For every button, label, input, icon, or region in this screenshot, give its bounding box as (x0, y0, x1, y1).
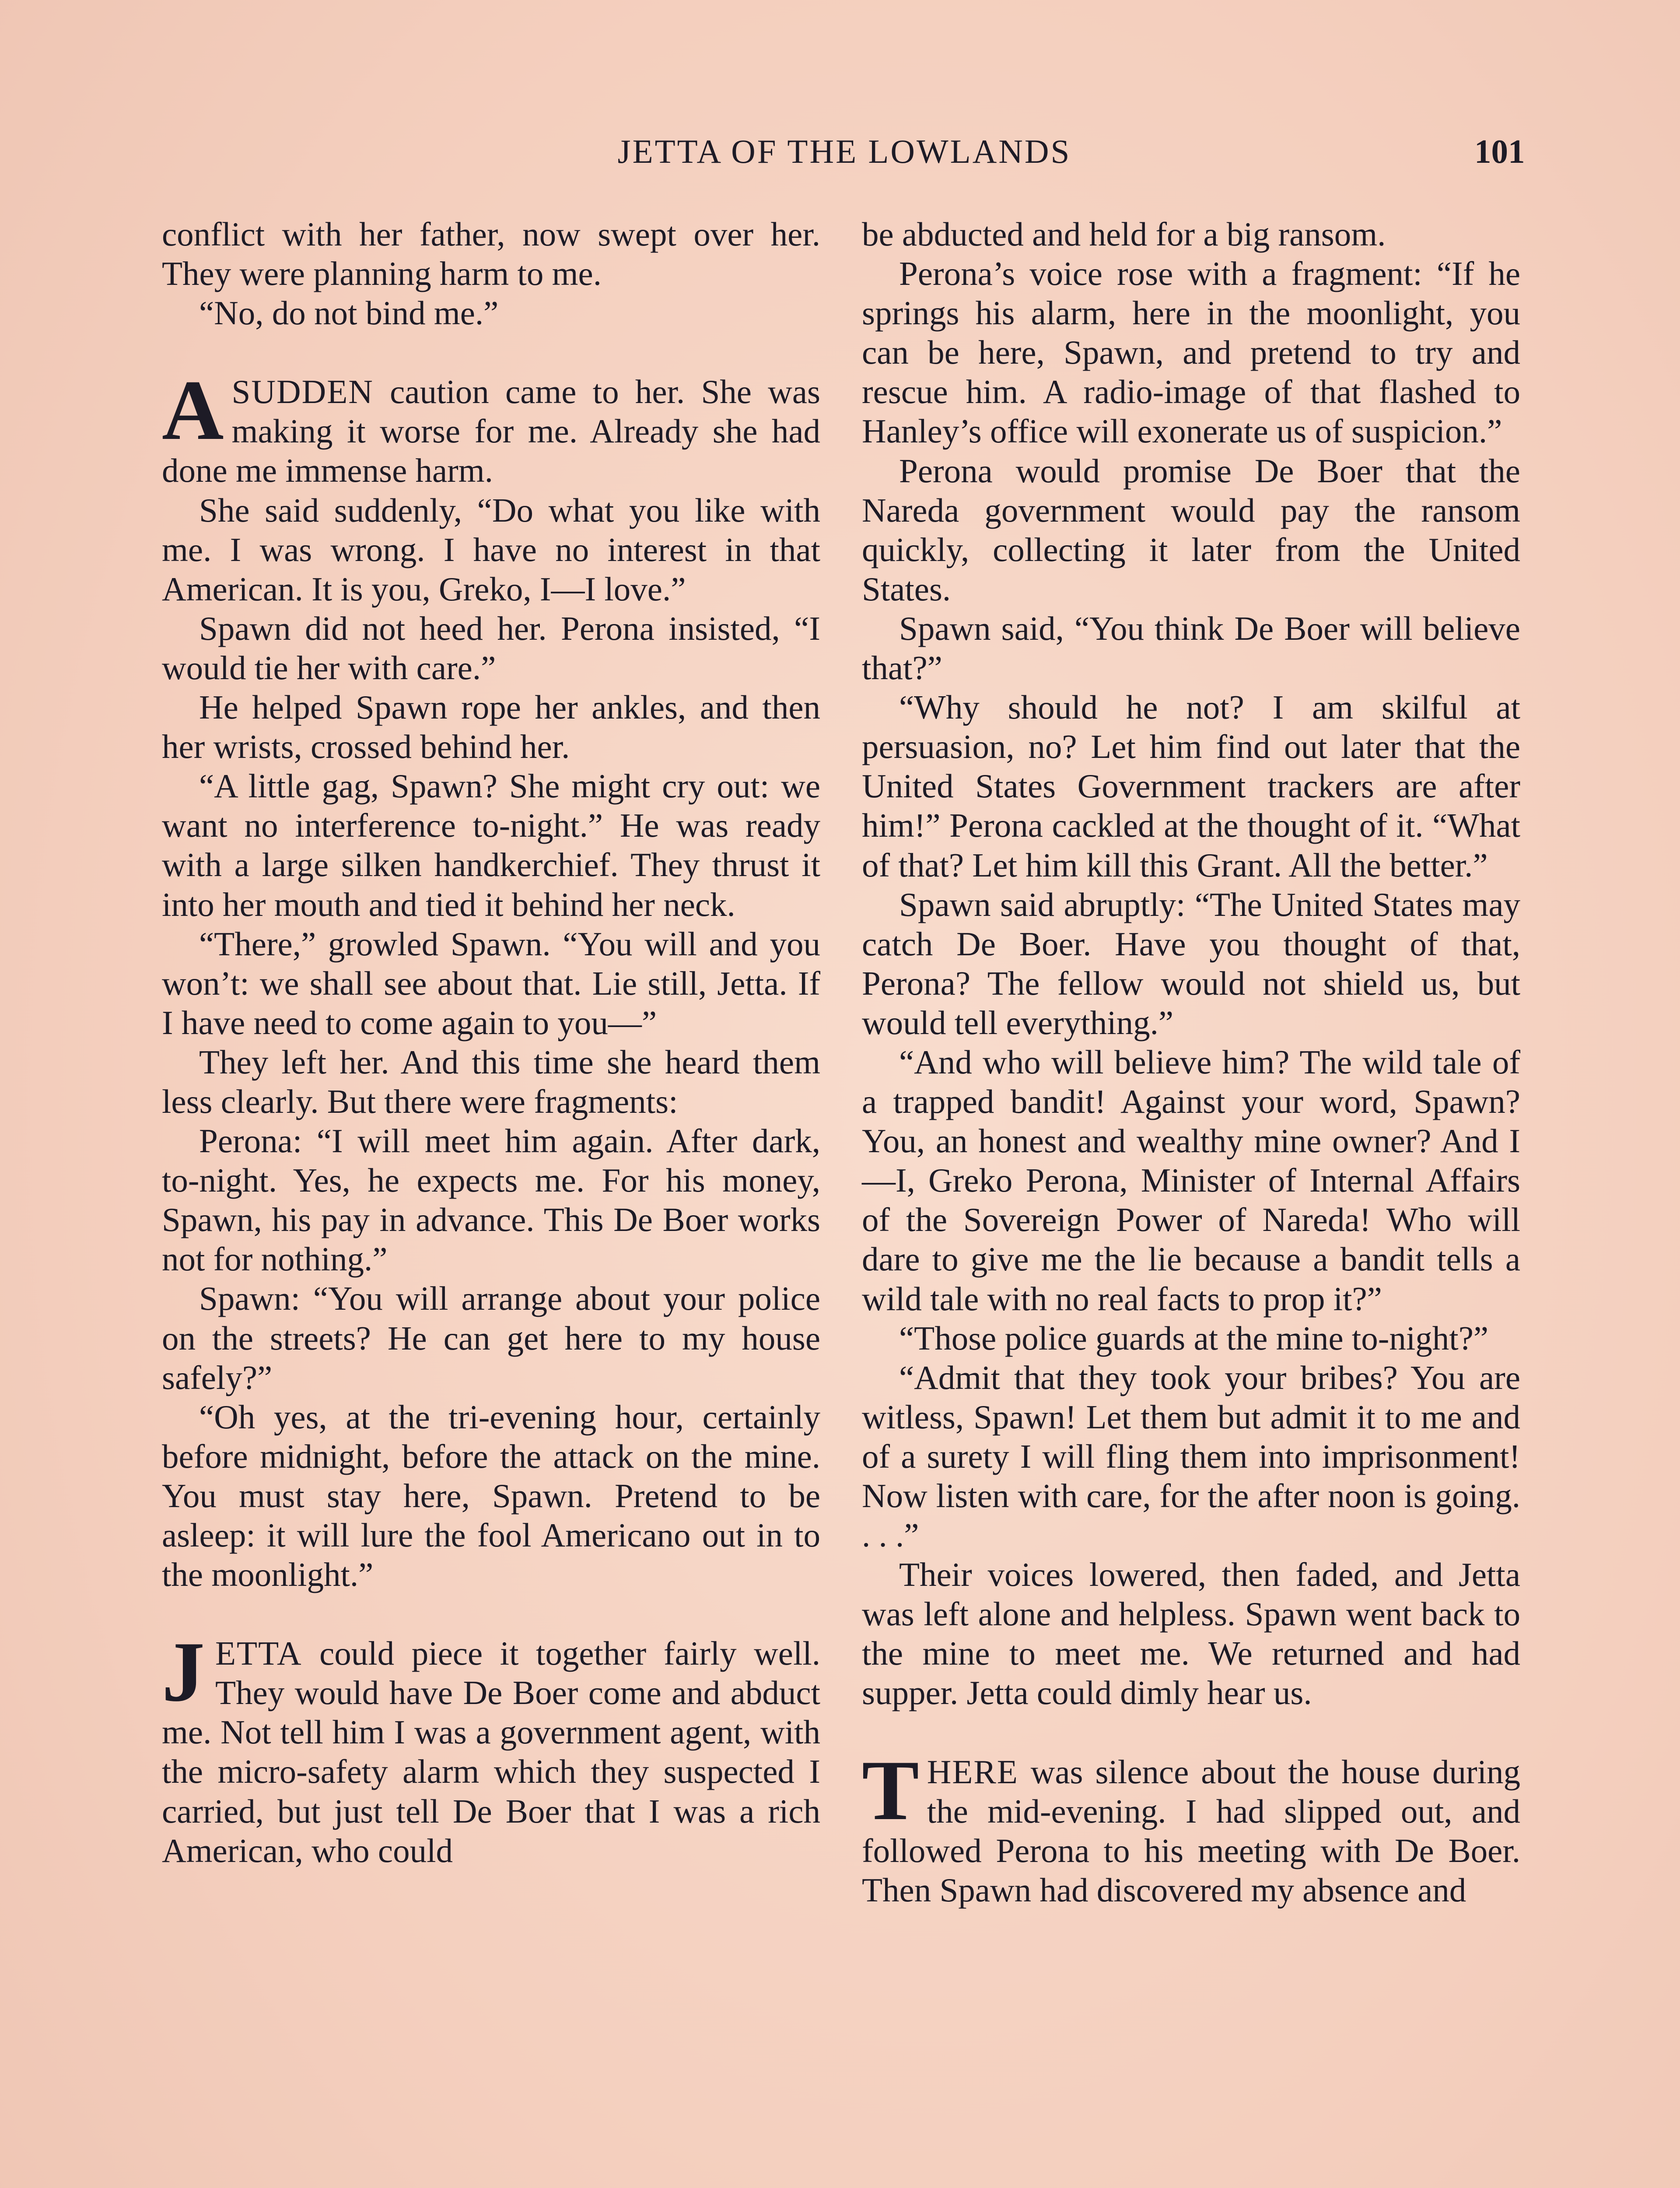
paragraph-text: could piece it together fairly well. They would have De Boer come and abduct me. Not tell him I was a government agent, with the micro-safety alarm which they suspected I carried, but just tell De Boer that I was a rich American, who could (162, 1634, 820, 1869)
paragraph: “Admit that they took your bribes? You are witless, Spawn! Let them but admit it to me and of a surety I will fling them into imprisonment! Now listen with care, for the after noon is going. . . .” (862, 1358, 1520, 1554)
small-caps-lead: ETTA (215, 1634, 302, 1673)
paragraph: “A little gag, Spawn? She might cry out: we want no interference to-night.” He was ready with a large silken handkerchief. They thrust it into her mouth and tied it behind her neck. (162, 767, 820, 923)
paragraph: Perona: “I will meet him again. After dark, to-night. Yes, he expects me. For his money, Spawn, his pay in advance. This De Boer works not for nothing.” (162, 1122, 820, 1278)
section-paragraph (862, 1743, 1520, 1910)
drop-cap: T (862, 1743, 919, 1838)
paragraph-text: was silence about the house during the mid-evening. I had slipped out, and followed Perona to his meeting with De Boer. Then Spawn had discovered my absence and (862, 1753, 1520, 1909)
right-column (862, 214, 1520, 1910)
paragraph: Perona would promise De Boer that the Nareda government would pay the ransom quickly, collecting it later from the United States. (862, 452, 1520, 608)
drop-cap: J (162, 1624, 205, 1720)
paragraph: “Why should he not? I am skilful at persuasion, no? Let him find out later that the United States Government trackers are after him!” Perona cackled at the thought of it. “What of that? Let him kill this Grant. All the better.” (862, 688, 1520, 884)
paragraph: Spawn did not heed her. Perona insisted, “I would tie her with care.” (162, 609, 820, 687)
paragraph: He helped Spawn rope her ankles, and then her wrists, crossed behind her. (162, 688, 820, 766)
small-caps-lead: SUDDEN (231, 373, 374, 411)
paragraph: Spawn said, “You think De Boer will believe that?” (862, 609, 1520, 687)
paragraph: She said suddenly, “Do what you like with me. I was wrong. I have no interest in that American. It is you, Greko, I—I love.” (162, 491, 820, 608)
section-paragraph (162, 1624, 820, 1870)
running-title: JETTA OF THE LOWLANDS (617, 133, 1071, 170)
paragraph: Spawn: “You will arrange about your police on the streets? He can get here to my house safely?” (162, 1280, 820, 1396)
paragraph: Spawn said abruptly: “The United States may catch De Boer. Have you thought of that, Perona? The fellow would not shield us, but would tell everything.” (862, 885, 1520, 1041)
paragraph: conflict with her father, now swept over her. They were planning harm to me. (162, 215, 820, 293)
section-paragraph (162, 363, 820, 490)
drop-cap: A (162, 363, 224, 458)
left-column (162, 214, 820, 1870)
paragraph: “No, do not bind me.” (199, 294, 499, 332)
paragraph: “And who will believe him? The wild tale of a trapped bandit! Against your word, Spawn? You, an honest and wealthy mine owner? And I—I, Greko Perona, Minister of Internal Affairs of the Sovereign Power of Nareda! Who will dare to give me the lie because a bandit tells a wild tale with no real facts to prop it?” (862, 1043, 1520, 1318)
paragraph: Their voices lowered, then faded, and Jetta was left alone and helpless. Spawn went back to the mine to meet me. We returned and had supper. Jetta could dimly hear us. (862, 1556, 1520, 1712)
paragraph: be abducted and held for a big ransom. (862, 215, 1386, 253)
paragraph: “Oh yes, at the tri-evening hour, certainly before midnight, before the attack on the mine. You must stay here, Spawn. Pretend to be asleep: it will lure the fool Americano out in to the moonlight.” (162, 1398, 820, 1594)
paragraph: “Those police guards at the mine to-night?” (899, 1319, 1489, 1357)
page-number: 101 (1474, 133, 1525, 170)
small-caps-lead: HERE (927, 1753, 1018, 1791)
paragraph: Perona’s voice rose with a fragment: “If he springs his alarm, here in the moonlight, you can be here, Spawn, and pretend to try and rescue him. A radio-image of that flashed to Hanley’s office will exonerate us of suspicion.” (862, 255, 1520, 450)
paragraph: “There,” growled Spawn. “You will and you won’t: we shall see about that. Lie still, Jetta. If I have need to come again to you—” (162, 925, 820, 1041)
paragraph-text: caution came to her. She was making it worse for me. Already she had done me immense harm. (162, 373, 820, 490)
paragraph: They left her. And this time she heard them less clearly. But there were fragments: (162, 1043, 820, 1120)
